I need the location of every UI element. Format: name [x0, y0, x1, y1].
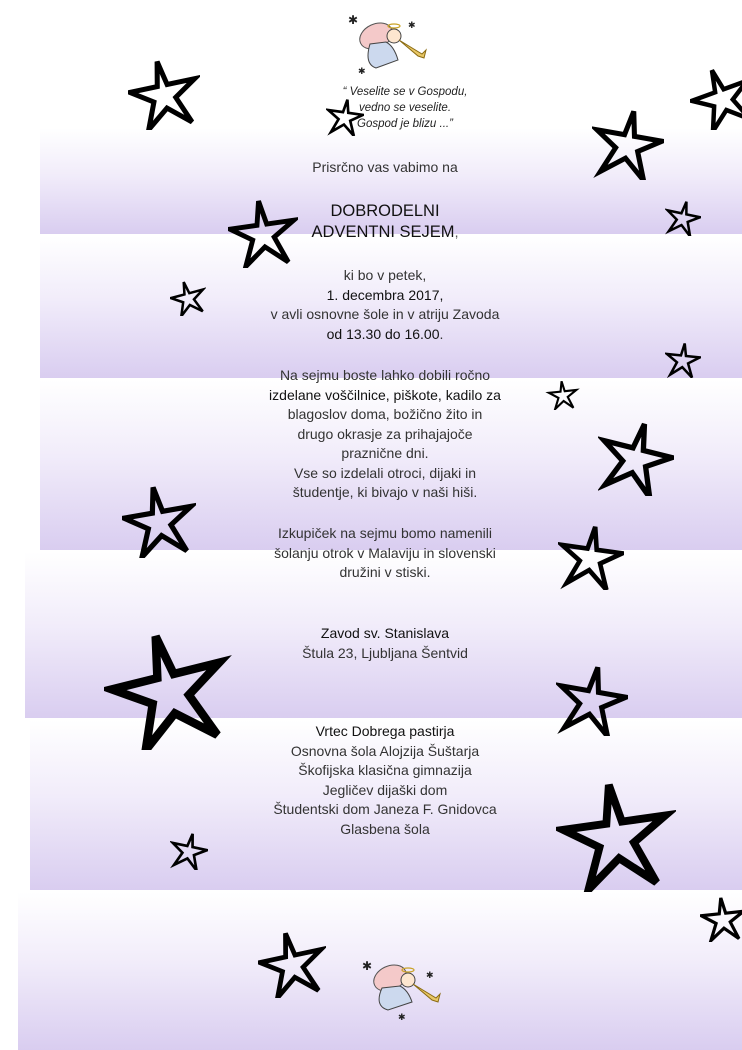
institution-item: Vrtec Dobrega pastirja — [315, 723, 455, 739]
svg-text:✱: ✱ — [426, 971, 434, 981]
institution-item: Jegličev dijaški dom — [322, 781, 448, 798]
organizer — [40, 624, 730, 663]
star-icon — [128, 58, 200, 130]
description-line: izdelane voščilnice, piškote, kadilo za — [269, 386, 501, 403]
svg-text:✱: ✱ — [398, 1013, 406, 1023]
institution-item: Glasbena šola — [340, 820, 430, 837]
institution-item: Škofijska klasična gimnazija — [298, 762, 472, 778]
event-description — [40, 366, 730, 503]
star-icon — [258, 930, 326, 998]
description-line: blagoslov doma, božično žito in — [287, 406, 483, 422]
star-icon — [690, 66, 742, 130]
svg-text:✱: ✱ — [408, 21, 416, 31]
institution-item: Osnovna šola Alojzija Šuštarja — [290, 742, 480, 759]
event-time: od 13.30 do 16.00 — [326, 325, 440, 342]
title-comma: , — [454, 224, 459, 240]
event-details — [40, 266, 730, 344]
organizer-name: Zavod sv. Stanislava — [320, 625, 450, 641]
description-line: drugo okrasje za prihajajoče — [297, 425, 473, 442]
institution-item: Študentski dom Janeza F. Gnidovca — [273, 801, 497, 817]
bible-quote — [330, 84, 480, 132]
event-date: 1. decembra 2017, — [326, 286, 444, 303]
angel-trumpet-icon — [336, 10, 432, 78]
angel-trumpet-icon — [352, 956, 448, 1024]
title-line: DOBRODELNI — [330, 202, 440, 220]
star-icon — [700, 896, 742, 942]
quote-line: “ Veselite se v Gospodu, — [342, 86, 468, 98]
event-title — [40, 201, 730, 243]
invitation-intro — [40, 158, 730, 178]
svg-text:✱: ✱ — [358, 67, 366, 77]
quote-line: Gospod je blizu ...” — [357, 118, 453, 130]
event-place: v avli osnovne šole in v atriju Zavoda — [270, 306, 500, 322]
description-line: Vse so izdelali otroci, dijaki in — [293, 464, 477, 481]
quote-line: vedno se veselite. — [358, 102, 452, 114]
time-end: . — [439, 325, 444, 342]
description-line: praznične dni. — [341, 445, 429, 461]
proceeds-note — [40, 524, 730, 583]
svg-text:✱: ✱ — [362, 959, 373, 973]
description-line: Na sejmu boste lahko dobili ročno — [279, 367, 491, 383]
proceeds-line: družini v stiski. — [339, 564, 431, 580]
institution-list — [40, 722, 730, 839]
details-line: ki bo v petek, — [343, 267, 427, 283]
organizer-address: Štula 23, Ljubljana Šentvid — [302, 644, 468, 661]
description-line: študentje, ki bivajo v naši hiši. — [292, 484, 478, 500]
proceeds-line: Izkupiček na sejmu bomo namenili — [278, 525, 492, 541]
svg-text:✱: ✱ — [348, 13, 359, 27]
intro-text: Prisrčno vas vabimo na — [312, 159, 458, 175]
title-line: ADVENTNI SEJEM — [311, 223, 455, 241]
proceeds-line: šolanju otrok v Malaviju in slovenski — [274, 544, 496, 561]
